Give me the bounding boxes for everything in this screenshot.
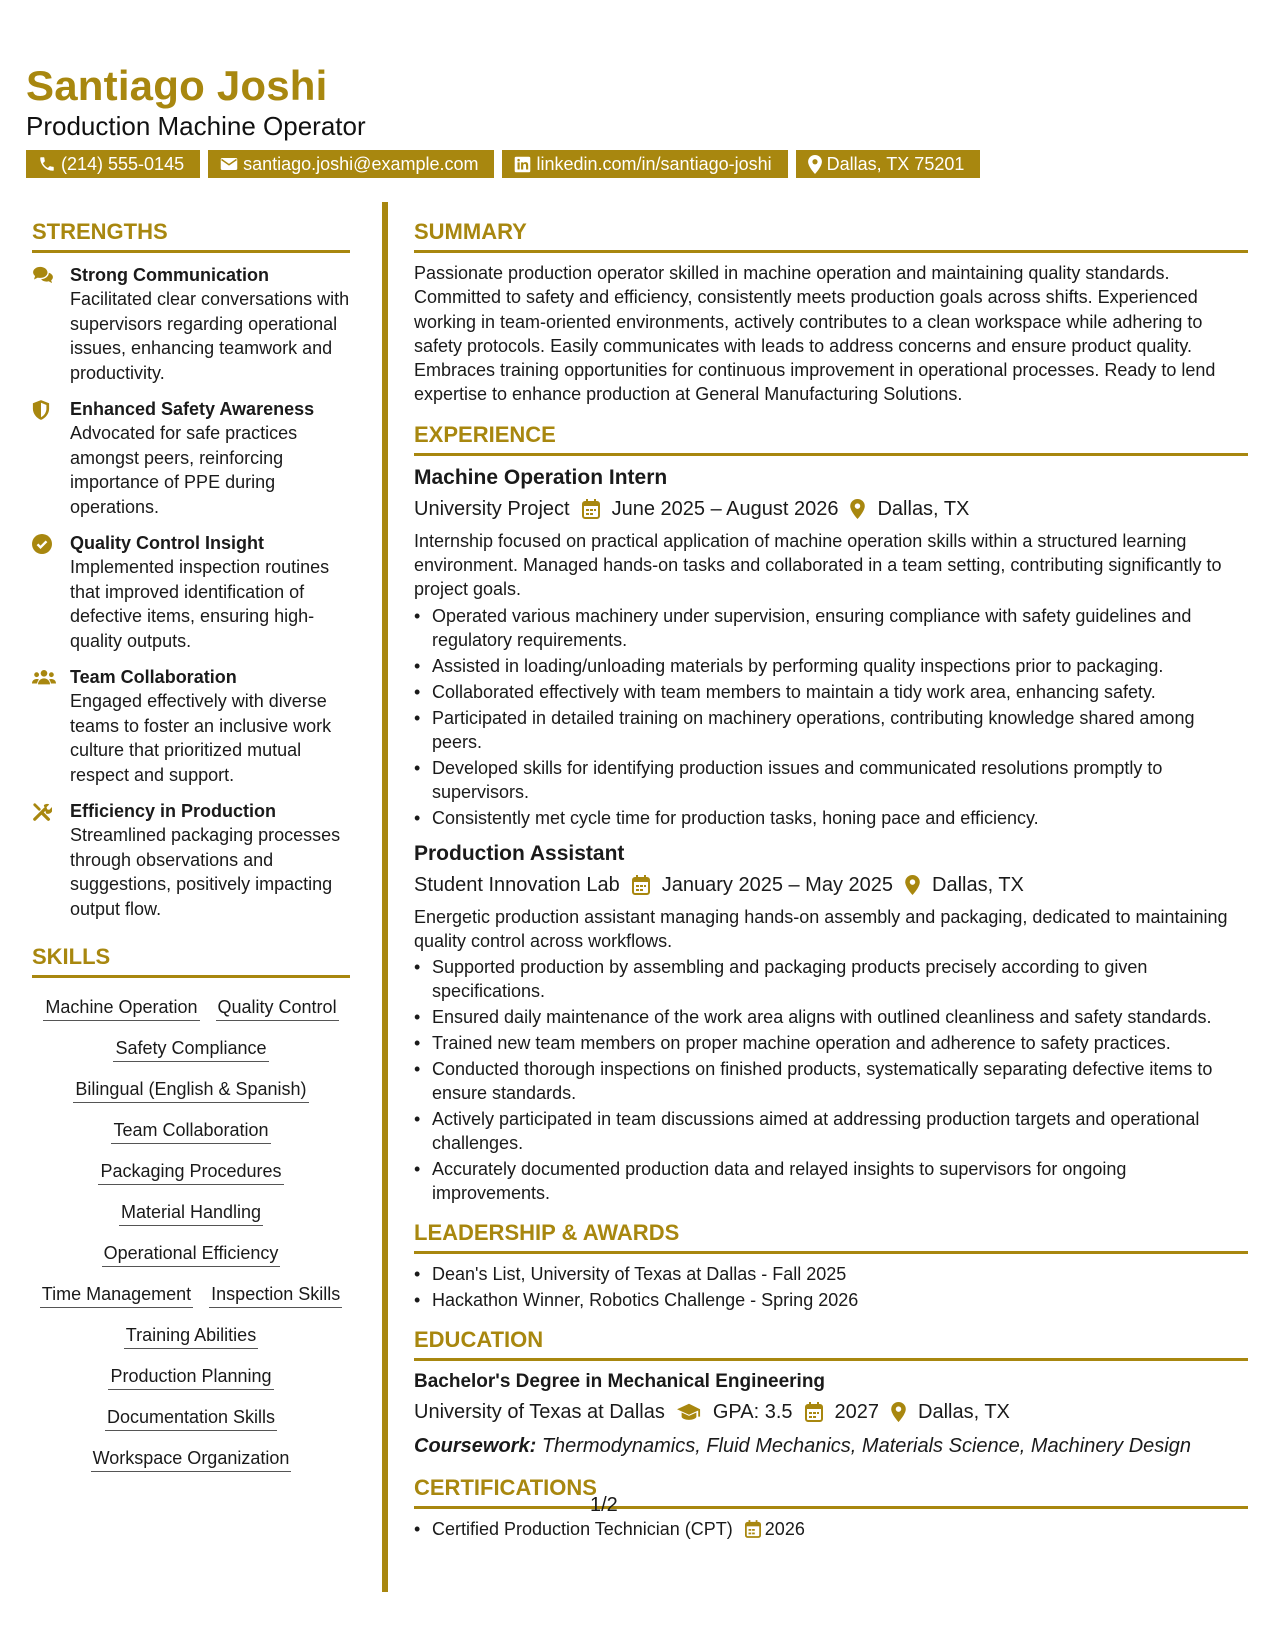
candidate-name: Santiago Joshi [26,62,328,109]
tools-icon [32,802,52,822]
skill-tag: Inspection Skills [209,1281,342,1308]
bullet-item: • Participated in detailed training on machinery operations, contributing knowledge shared among peers. [414,706,1248,754]
job-meta [414,870,1248,900]
candidate-title: Production Machine Operator [26,111,366,141]
job-title: Machine Operation Intern [414,465,668,489]
strength-desc: Engaged effectively with diverse teams to foster an inclusive work culture that prioritized mutual respect and support. [70,691,332,785]
education-location: Dallas, TX [918,1401,1010,1424]
strength-item [32,531,350,653]
strength-item [32,799,350,921]
phone-icon [38,155,56,173]
users-icon [32,668,56,686]
job-dates: June 2025 – August 2026 [611,497,839,520]
job-org: Student Innovation Lab [414,873,620,896]
bullet-item: • Supported production by assembling and packaging products precisely according to given specifications. [414,955,1248,1003]
job-title: Production Assistant [414,841,625,865]
education-meta [414,1397,1248,1427]
job-location: Dallas, TX [932,873,1024,896]
graduation-year: 2027 [834,1401,880,1424]
contact-location[interactable] [796,150,981,178]
contact-bar [26,150,1246,178]
skill-tag: Packaging Procedures [98,1158,283,1185]
resume-header [26,60,1246,178]
contact-email-text: santiago.joshi@example.com [243,154,479,174]
calendar-icon [582,499,600,519]
envelope-icon [220,156,238,172]
linkedin-icon [514,156,531,173]
school-name: University of Texas at Dallas [414,1401,665,1424]
contact-location-text: Dallas, TX 75201 [826,154,965,174]
coursework-list: Thermodynamics, Fluid Mechanics, Materials Science, Machinery Design [541,1435,1191,1458]
contact-phone-text: (214) 555-0145 [61,154,185,174]
job-meta [414,494,1248,524]
certifications-heading: CERTIFICATIONS [414,1474,1248,1509]
shield-icon [32,400,50,420]
strength-item [32,263,350,385]
contact-phone[interactable] [26,150,200,178]
bullet-item: • Conducted thorough inspections on finished products, systematically separating defective items to ensure standards. [414,1057,1248,1105]
summary-heading: SUMMARY [414,218,1248,253]
awards-list [414,1262,1248,1312]
skill-tag: Team Collaboration [111,1117,270,1144]
left-column [32,218,350,1472]
skill-tag: Machine Operation [43,994,199,1021]
awards-heading: LEADERSHIP & AWARDS [414,1219,1248,1254]
skill-tag: Safety Compliance [113,1035,268,1062]
bullet-item: • Trained new team members on proper machine operation and adherence to safety practices. [414,1031,1248,1055]
skill-tag: Material Handling [119,1199,263,1226]
map-pin-icon [905,875,920,895]
page-number: 1/2 [590,1494,618,1516]
contact-linkedin-text: linkedin.com/in/santiago-joshi [536,154,772,174]
strength-title: Enhanced Safety Awareness [70,399,315,419]
job-org: University Project [414,497,570,520]
calendar-icon [805,1402,823,1422]
gpa: GPA: 3.5 [712,1401,793,1424]
comments-icon [32,266,54,284]
skill-tag: Production Planning [108,1363,273,1390]
coursework [414,1432,1248,1460]
bullet-item: • Accurately documented production data and relayed insights to supervisors for ongoing improvements. [414,1157,1248,1205]
strength-desc: Advocated for safe practices amongst peers, reinforcing importance of PPE during operations. [70,423,298,517]
map-pin-icon [850,499,865,519]
strength-title: Quality Control Insight [70,533,264,553]
calendar-icon [632,875,650,895]
column-divider [382,202,388,1592]
strength-desc: Implemented inspection routines that improved identification of defective items, ensuring high-quality outputs. [70,557,330,651]
skill-tag: Operational Efficiency [102,1240,281,1267]
right-column [414,218,1248,1543]
skill-tag: Bilingual (English & Spanish) [73,1076,308,1103]
strength-title: Efficiency in Production [70,801,277,821]
bullet-item: • Assisted in loading/unloading materials by performing quality inspections prior to packaging. [414,654,1248,678]
skills-list [32,994,350,1472]
strength-item [32,397,350,519]
bullet-item: • Actively participated in team discussions aimed at addressing production targets and operational challenges. [414,1107,1248,1155]
check-circle-icon [32,534,52,554]
job-location: Dallas, TX [877,497,970,520]
experience-entry [414,840,1248,1206]
skills-heading: SKILLS [32,943,350,978]
degree-title: Bachelor's Degree in Mechanical Engineering [414,1371,826,1393]
coursework-label: Coursework: [414,1435,537,1458]
skill-tag: Time Management [40,1281,193,1308]
contact-linkedin[interactable] [502,150,787,178]
job-description: Energetic production assistant managing hands-on assembly and packaging, dedicated to maintaining quality control across workflows. [414,906,1228,951]
bullet-item: • Operated various machinery under supervision, ensuring compliance with safety guidelines and regulatory requirements. [414,604,1248,652]
job-description: Internship focused on practical application of machine operation skills within a structured learning environment. Managed hands-on tasks and collaborated in a team setting, contributing significantly to project goals. [414,530,1222,600]
bullet-item: • Ensured daily maintenance of the work area aligns with outlined cleanliness and safety standards. [414,1005,1248,1029]
skill-tag: Documentation Skills [105,1404,277,1431]
job-dates: January 2025 – May 2025 [661,873,894,896]
strength-title: Strong Communication [70,265,269,285]
skill-tag: Training Abilities [124,1322,258,1349]
map-pin-icon [808,155,822,174]
skill-tag: Quality Control [216,994,339,1021]
education-heading: EDUCATION [414,1326,1248,1361]
strengths-heading: STRENGTHS [32,218,350,253]
certifications-list [414,1517,1248,1541]
strength-desc: Facilitated clear conversations with supervisors regarding operational issues, enhancing teamwork and productivity. [70,289,350,383]
job-bullets [414,955,1248,1205]
map-pin-icon [891,1402,906,1422]
strength-item [32,665,350,787]
experience-entry [414,464,1248,830]
certification-year: 2026 [764,1519,805,1540]
bullet-item: • Consistently met cycle time for production tasks, honing pace and efficiency. [414,806,1248,830]
job-bullets [414,604,1248,830]
award-item: • Hackathon Winner, Robotics Challenge - Spring 2026 [414,1288,1248,1312]
certification-name: • Certified Production Technician (CPT) [432,1519,733,1540]
graduation-cap-icon [677,1403,701,1421]
bullet-item: • Collaborated effectively with team members to maintain a tidy work area, enhancing safety. [414,680,1248,704]
award-item: • Dean's List, University of Texas at Dallas - Fall 2025 [414,1262,1248,1286]
bullet-item: • Developed skills for identifying production issues and communicated resolutions promptly to supervisors. [414,756,1248,804]
strength-title: Team Collaboration [70,667,237,687]
strength-desc: Streamlined packaging processes through observations and suggestions, positively impacting output flow. [70,825,341,919]
certification-item [414,1517,1248,1541]
calendar-icon [745,1520,761,1538]
summary-text: Passionate production operator skilled in machine operation and maintaining quality standards. Committed to safety and efficiency, consistently meets production goals across shifts. Experienced working in team-oriented environments, actively contributes to a clean workspace while adhering to safety protocols. Easily communicates with leads to address concerns and ensure product quality. Embraces training opportunities for continuous improvement in operational processes. Ready to lend expertise to enhance production at General Manufacturing Solutions. [414,263,1216,405]
experience-heading: EXPERIENCE [414,421,1248,456]
contact-email[interactable] [208,150,494,178]
skill-tag: Workspace Organization [91,1445,292,1472]
